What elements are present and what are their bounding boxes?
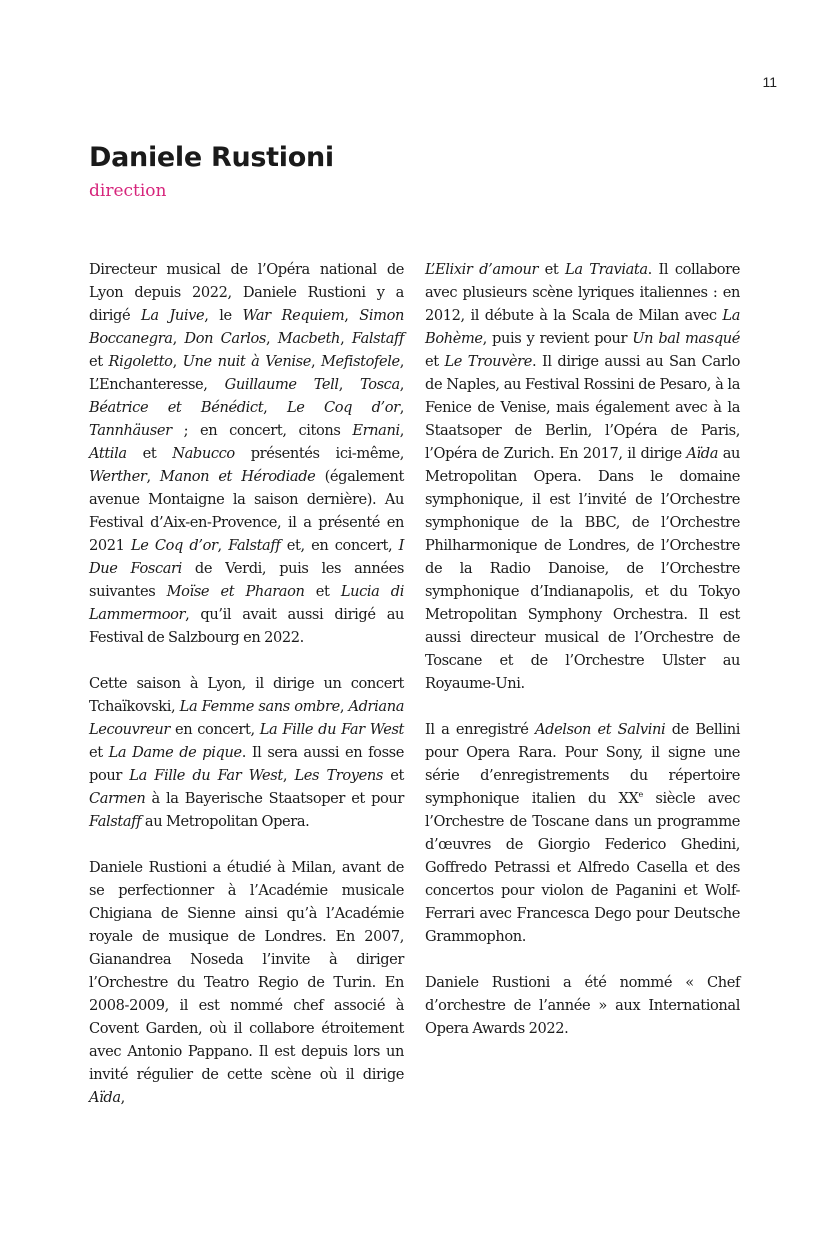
work-title: Aïda [686, 445, 719, 462]
work-title: Lucia di Lammermoor [89, 583, 405, 623]
work-title: Tannhäuser [89, 422, 172, 439]
work-title: Nabucco [172, 445, 235, 462]
work-title: Rigoletto [108, 353, 173, 370]
work-title: Carmen [89, 790, 146, 807]
text-run: Daniele Rustioni a été nommé « Chef d’orchestre de l’année » aux International Opera Awards 2022. [425, 974, 740, 1037]
artist-role: direction [89, 181, 167, 201]
biography-paragraph [89, 856, 404, 1109]
text-run: de Verdi, puis les années suivantes [89, 560, 404, 600]
biography-paragraph [425, 718, 740, 948]
work-title: Le Coq d’or [130, 537, 218, 554]
work-title: Le Coq d’or [286, 399, 400, 416]
text-run: et [304, 583, 341, 600]
page-number: 11 [762, 74, 777, 90]
text-run: , [263, 399, 287, 416]
text-run: , [399, 422, 404, 439]
text-run: , [338, 376, 360, 393]
text-run: , puis y revient pour [482, 330, 633, 347]
work-title: La Femme sans ombre [179, 698, 340, 715]
text-run: , [310, 353, 322, 370]
artist-name: Daniele Rustioni [89, 142, 334, 173]
work-title: I Due Foscari [89, 537, 405, 577]
biography-paragraph [89, 258, 404, 649]
text-run: et [126, 445, 173, 462]
biography-paragraph [89, 672, 404, 833]
text-run: . Il sera aussi en fosse pour [89, 744, 404, 784]
text-run: en concert, [169, 721, 260, 738]
work-title: Don Carlos [184, 330, 267, 347]
text-run: , qu’il avait aussi dirigé au Festival de Salzbourg en 2022. [89, 606, 404, 646]
superscript: e [638, 790, 643, 800]
work-title: Attila [89, 445, 127, 462]
work-title: Adriana Lecouvreur [89, 698, 404, 738]
text-run: Il a enregistré [425, 721, 535, 738]
work-title: Werther [89, 468, 147, 485]
right-column [425, 258, 740, 1040]
work-title: La Juive [141, 307, 205, 324]
work-title: Les Troyens [294, 767, 383, 784]
work-title: Aïda [89, 1089, 121, 1106]
work-title: Un bal masqué [632, 330, 740, 347]
work-title: L’Elixir d’amour [425, 261, 539, 278]
text-run: , [172, 330, 185, 347]
work-title: Ernani [352, 422, 400, 439]
text-run: , [172, 353, 183, 370]
text-run: et, en concert, [280, 537, 399, 554]
text-run: , [399, 399, 404, 416]
work-title: Adelson et Salvini [534, 721, 666, 738]
text-run: au Metropolitan Opera. Dans le domaine symphonique, il est l’invité de l’Orchestre symphonique de la BBC, de l’Orchestre Philharmonique de Londres, de l’Orchestre de la Radio Danoise, de l’Orchestre symphonique d’Indianapolis, et du Tokyo Metropolitan Symphony Orchestra. Il est aussi directeur musical de l’Orchestre de Toscane et de l’Orchestre Ulster au Royaume-Uni. [425, 445, 740, 692]
text-run: , [217, 537, 229, 554]
text-run: , [339, 698, 349, 715]
text-run: , [340, 330, 352, 347]
work-title: La Dame de pique [108, 744, 242, 761]
work-title: Moïse et Pharaon [166, 583, 305, 600]
biography-paragraph [425, 971, 740, 1040]
work-title: Béatrice et Bénédict [89, 399, 264, 416]
text-run: de Bellini pour Opera Rara. Pour Sony, il signe une série d’enregistrements du répertoire symphonique italien du XX [425, 721, 740, 807]
work-title: Falstaff [351, 330, 405, 347]
work-title: La Fille du Far West [129, 767, 283, 784]
work-title: La Fille du Far West [259, 721, 404, 738]
work-title: Une nuit à Venise [182, 353, 311, 370]
text-run: , le [204, 307, 243, 324]
text-run: . Il dirige aussi au San Carlo de Naples, au Festival Rossini de Pesaro, à la Fenice de Venise, mais également avec à la Staatsoper de Berlin, l’Opéra de Paris, l’Opéra de Zurich. En 2017, il dirige [425, 353, 740, 462]
text-run: (également avenue Montaigne la saison dernière). Au Festival d’Aix-en-Provence, il a présenté en 2021 [89, 468, 405, 554]
text-run: Daniele Rustioni a étudié à Milan, avant de se perfectionner à l’Académie musicale Chigiana de Sienne ainsi qu’à l’Académie royale de musique de Londres. En 2007, Gianandrea Noseda l’invite à diriger l’Orchestre du Teatro Regio de Turin. En 2008-2009, il est nommé chef associé à Covent Garden, où il collabore étroitement avec Antonio Pappano. Il est depuis lors un invité régulier de cette scène où il dirige [89, 859, 404, 1083]
work-title: Falstaff [228, 537, 281, 554]
biography-paragraph [425, 258, 740, 695]
text-run: , [266, 330, 278, 347]
text-run: , [120, 1089, 125, 1106]
text-run: Directeur musical de l’Opéra national de Lyon depuis 2022, Daniele Rustioni y a dirigé [89, 261, 404, 324]
text-run: , [146, 468, 160, 485]
work-title: Falstaff [89, 813, 142, 830]
text-run: ; en concert, citons [171, 422, 353, 439]
work-title: Simon Boccanegra [89, 307, 404, 347]
text-run: , L’Enchanteresse, [89, 353, 404, 393]
work-title: Le Trouvère [444, 353, 532, 370]
text-run: , [399, 376, 404, 393]
work-title: Macbeth [277, 330, 341, 347]
work-title: La Traviata [565, 261, 648, 278]
work-title: Mefistofele [321, 353, 400, 370]
text-run: , [282, 767, 295, 784]
text-run: à la Bayerische Staatsoper et pour [145, 790, 404, 807]
work-title: La Bohème [425, 307, 740, 347]
text-run: et [89, 744, 109, 761]
text-run: et [425, 353, 445, 370]
work-title: War Requiem [242, 307, 345, 324]
work-title: Manon et Hérodiade [159, 468, 316, 485]
text-run: présentés ici-même, [234, 445, 404, 462]
text-run: et [382, 767, 404, 784]
text-run: . Il collabore avec plusieurs scène lyriques italiennes : en 2012, il débute à la Scala de Milan avec [425, 261, 740, 324]
text-run: au Metropolitan Opera. [141, 813, 310, 830]
text-run: et [89, 353, 109, 370]
left-column [89, 258, 404, 1109]
text-run: et [538, 261, 566, 278]
text-run: Cette saison à Lyon, il dirige un concert Tchaïkovski, [89, 675, 404, 715]
work-title: Tosca [360, 376, 400, 393]
work-title: Guillaume Tell [224, 376, 339, 393]
text-run: siècle avec l’Orchestre de Toscane dans un programme d’œuvres de Giorgio Federico Ghedini, Goffredo Petrassi et Alfredo Casella et des concertos pour violon de Paganini et Wolf-Ferrari avec Francesca Dego pour Deutsche Grammophon. [425, 790, 740, 945]
biography-header [89, 142, 334, 201]
text-run: , [344, 307, 360, 324]
